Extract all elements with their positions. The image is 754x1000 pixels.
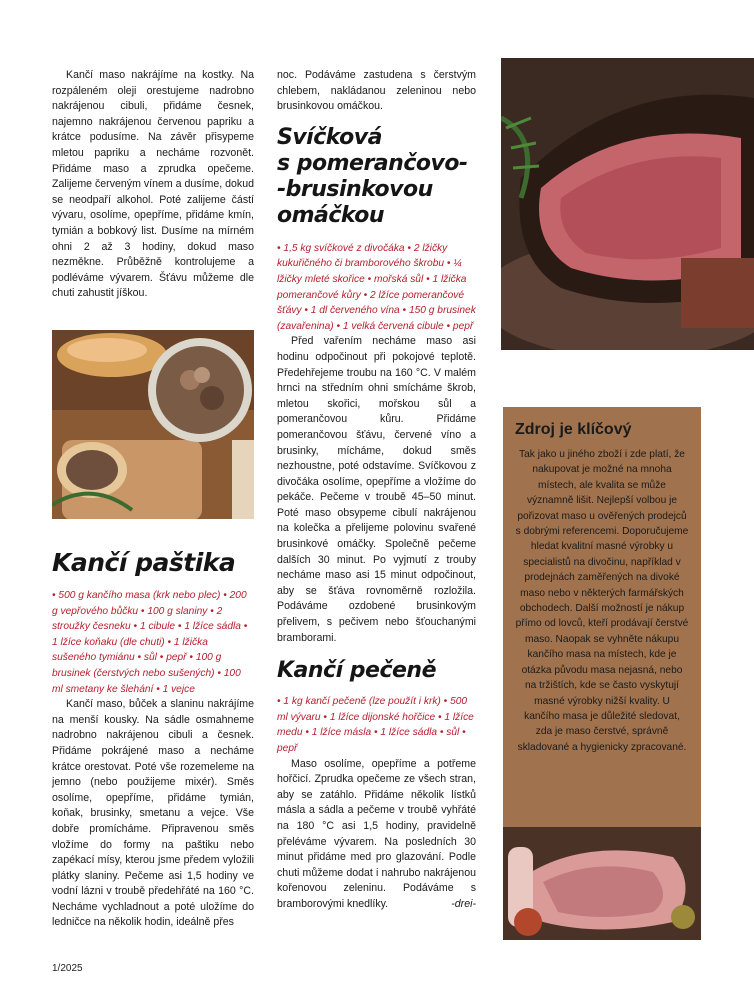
pate-photo — [52, 330, 254, 519]
pate-section — [52, 546, 254, 931]
pate-ingredients: • 500 g kančího masa (krk nebo plec) • 200 g vepřového bůčku • 100 g slaniny • 2 stroužky česneku • 1 cibule • 1 lžíce sádla • 1 lžíce koňaku (dle chuti) • 1 lžička sušeného tymiánu • sůl • pepř • 100 g brusinek (čerstvých nebo sušených) • 100 ml smetany ke šlehání • 1 vejce — [52, 590, 248, 695]
roast-ingredients: • 1 kg kančí pečeně (lze použít i krk) • 500 ml vývaru • 1 lžíce dijonské hořčice • 1 lžíce medu • 1 lžíce másla • 1 lžíce sádla • sůl • pepř — [277, 696, 474, 754]
sidebar-box — [503, 407, 701, 940]
roast-title: Kančí pečeně — [277, 658, 437, 684]
pate-method-continued: noc. Podáváme zastudena s čerstvým chlebem, nakládanou zeleninou nebo brusinkovou omáčkou. — [277, 69, 476, 113]
pate-illustration — [52, 330, 254, 519]
pate-method: Kančí maso, bůček a slaninu nakrájíme na menší kousky. Na sádle osmahneme nadrobno nakrájenou cibuli a česnek. Přidáme pokrájené maso a necháme krátce orestovat. Poté vše rozemeleme na jemno (nebo použijeme mixér). Směs osolíme, opepříme, přidáme tymián, koňak, brusinky, smetanu a vejce. Vše dobře promícháme. Připravenou směs vložíme do formy na paštiku nebo zapékací mísy, kterou jsme předem vyložili plátky slaniny. Pečeme asi 1,5 hodiny ve vodní lázni v troubě předehřáté na 160 °C. Necháme vychladnout a poté uložíme do ledničce na několik hodin, ideálně přes — [52, 698, 254, 929]
pate-title: Kančí paštika — [52, 548, 236, 577]
raw-meat-photo — [503, 827, 701, 940]
svickova-ingredients: • 1,5 kg svíčkové z divočáka • 2 lžičky kukuřičného či bramborového škrobu • ¼ lžičky mleté skořice • mořská sůl • 1 lžička pomerančové kůry • 2 lžíce pomerančové šťávy • 1 dl červeného vína • 150 g brusinek (zavařenina) • 1 velká červená cibule • pepř — [277, 242, 476, 332]
issue-number: 1/2025 — [52, 963, 83, 974]
sidebar-title: Zdroj je klíčový — [515, 421, 632, 438]
roast-method: Maso osolíme, opepříme a potřeme hořčicí. Zprudka opečeme ze všech stran, aby se zatáhlo. Přidáme několik lístků másla a sádla a pečeme v troubě vyhřáté na 180 °C asi 1,5 hodiny, pravidelně přeléváme vývarem. Na posledních 30 minut přidáme med pro glazování. Podle chuti můžeme dodat i nahrubo nakrájenou kořenovou zeleninu. Podáváme s bramborovými knedlíky. -drei- — [277, 757, 476, 913]
roast-illustration — [501, 58, 754, 350]
raw-meat-illustration — [503, 827, 701, 940]
intro-paragraph: Kančí maso nakrájíme na kostky. Na rozpáleném oleji orestujeme nadrobno nakrájenou cibuli, přidáme česnek, najemno nakrájenou červenou papriku a krátce podusíme. Na závěr přisypeme mletou papriku a necháme rozvonět. Přidáme maso a zprudka opečeme. Zalijeme červeným vínem a dusíme, dokud se neodpaří alkohol. Poté zalijeme částí vývaru, osolíme, opepříme, přidáme kmín, tymián a bobkový list. Dusíme na mírném ohni 2 až 3 hodiny, dokud maso nezměkne. Průběžně kontrolujeme a podléváme vývarem. Šťávu můžeme dle chuti zahustit jíškou. — [52, 69, 254, 300]
author-signature: -drei- — [451, 897, 476, 910]
column-1 — [52, 68, 254, 302]
roast-photo — [501, 58, 754, 350]
ingredient-item: • — [52, 590, 59, 601]
svickova-title: Svíčková s pomerančovo- -brusinkovou omáčkou — [277, 124, 468, 228]
sidebar-text: Tak jako u jiného zboží i zde platí, že nakupovat je možné na mnoha místech, ale kvalita se může významně lišit. Nejlepší volbou je pořizovat maso u ověřených prodejců s dobrými referencemi. Doporučujeme hledat kvalitní masné výrobky u specialistů na divočinu, například v prodejnách zaměřených na divoké maso nebo v některých farmářských obchodech. Další možností je nákup přímo od lovců, kteří prodávají čerstvé maso. Naopak se vyhněte nákupu kančího masa na místech, kde je otázka původu masa nejasná, nebo na tržištích, kde se často vyskytují masné výrobky nižší kvality. U kančího masa je důležité sledovat, zda je maso čerstvé, správně skladované a hygienicky zpracované. — [515, 449, 689, 753]
svickova-method: Před vařením necháme maso asi hodinu odpočinout při pokojové teplotě. Předehřejeme troubu na 160 °C. V malém hrnci na středním ohni smícháme škrob, mletou skořici, mořskou sůl a pomerančovou kůru. Přidáme pomerančovou šťávu, červené víno a brusinky, mícháme, dokud směs nezhoustne, poté odstavíme. Svíčkovou z divočáka osolíme, opepříme a vložíme do pekáče. Pečeme v troubě 45–50 minut. Poté maso obsypeme cibulí nakrájenou na kolečka a přelijeme polovinu svařené brusinkové omáčky. Společně pečeme dalších 30 minut. Po vyjmutí z trouby necháme maso asi 15 minut odpočinout, aby se šťáva rovnoměrně rozložila. Podáváme ozdobené brusinkovým přelivem, s pečivem nebo šťouchanými bramborami. — [277, 335, 476, 644]
column-2 — [277, 68, 476, 913]
